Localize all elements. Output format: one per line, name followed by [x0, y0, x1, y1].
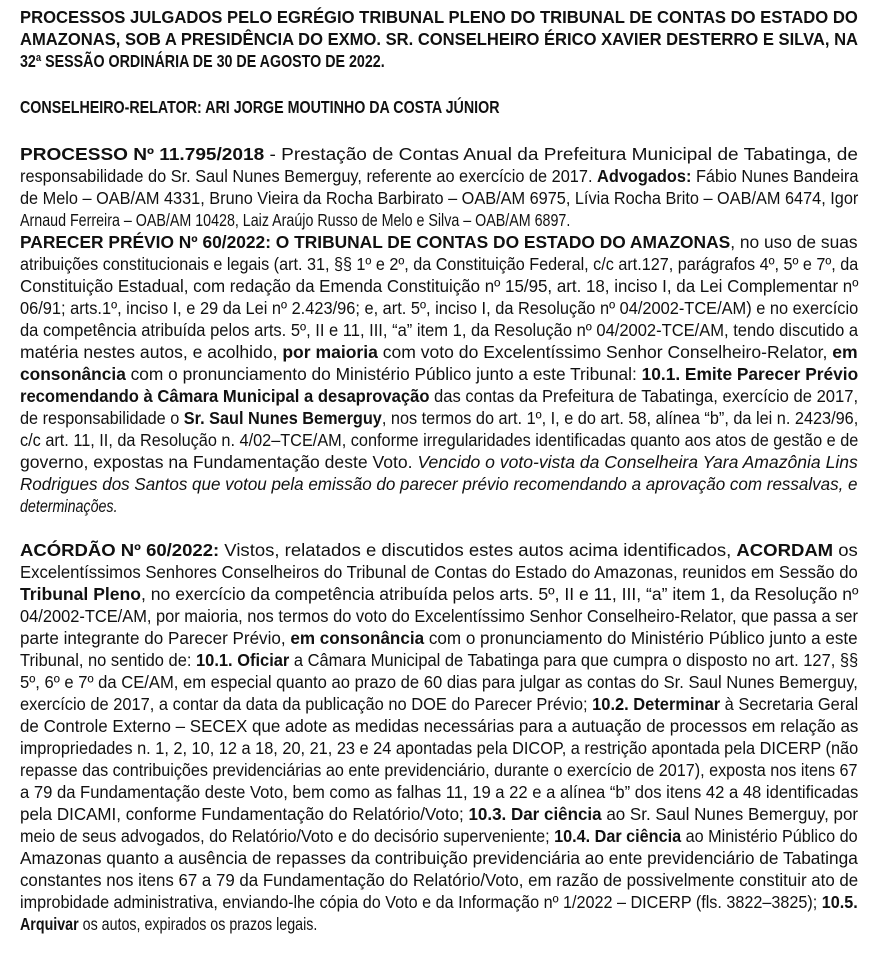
- body-text: 06/91; arts.1º, inciso I, e 29 da Lei nº 2.423/96; e, art. 5º, inciso I, da Resolução nº 04/2002-TCE/AM) e no exercício: [20, 298, 859, 318]
- body-text: os autos, expirados os prazos legais.: [78, 914, 318, 934]
- body-text: Vistos, relatados e discutidos estes autos acima identificados,: [219, 540, 737, 560]
- bold-text: 10.1. Oficiar: [196, 650, 290, 670]
- acordao-line: [20, 781, 858, 803]
- body-text: ao Sr. Saul Nunes Bemerguy, por: [601, 804, 859, 824]
- bold-text: 10.5.: [821, 892, 858, 912]
- header-line-text: AMAZONAS, SOB A PRESIDÊNCIA DO EXMO. SR. CONSELHEIRO ÉRICO XAVIER DESTERRO E SILVA, NA: [20, 29, 859, 49]
- relator-line: [20, 96, 858, 118]
- acordao-line: [20, 847, 858, 869]
- body-text: improbidade administrativa, enviando-lhe cópia do Voto e da Informação nº 1/2022 – DICERP (fls. 3822–3825);: [20, 892, 822, 912]
- parecer-line: [20, 231, 858, 253]
- body-text: Fábio Nunes Bandeira: [691, 166, 859, 186]
- parecer-line-text: [20, 407, 858, 429]
- body-text: com o pronunciamento do Ministério Público junto a este: [424, 628, 858, 648]
- processo-line: [20, 209, 858, 231]
- body-text: , no uso de suas: [730, 232, 858, 252]
- body-text: parte integrante do Parecer Prévio,: [20, 628, 291, 648]
- parecer-line: [20, 429, 858, 451]
- body-text: atribuições constitucionais e legais (art. 31, §§ 1º e 2º, da Constituição Federal, c/c art.127, parágrafos 4º, 5º e 7º, da: [20, 254, 859, 274]
- parecer-line: [20, 341, 858, 363]
- parecer-line: [20, 297, 858, 319]
- header-line: [20, 28, 858, 50]
- acordao-line: [20, 759, 858, 781]
- acordao-line: [20, 803, 858, 825]
- processo-line-text: [20, 165, 858, 187]
- parecer-line-text: [20, 429, 858, 451]
- acordao-line: [20, 605, 858, 627]
- bold-text: 10.1. Emite Parecer Prévio: [641, 364, 859, 384]
- body-text: a Câmara Municipal de Tabatinga para que cumpra o disposto no art. 127, §§: [289, 650, 859, 670]
- parecer-line: [20, 473, 858, 495]
- acordao-line-text: [20, 869, 858, 891]
- parecer-line: [20, 275, 858, 297]
- body-text: com voto do Excelentíssimo Senhor Conselheiro-Relator,: [377, 342, 833, 362]
- header-line-text: PROCESSOS JULGADOS PELO EGRÉGIO TRIBUNAL PLENO DO TRIBUNAL DE CONTAS DO ESTADO DO: [20, 7, 858, 27]
- body-text: constantes nos itens 67 a 79 da Fundamentação do Relatório/Voto, em razão de possivelmente constituir ato de: [20, 870, 859, 890]
- header-line: [20, 50, 858, 72]
- body-text: Arnaud Ferreira – OAB/AM 10428, Laiz Araújo Russo de Melo e Silva – OAB/AM 6897.: [20, 210, 571, 230]
- body-text: de Controle Externo – SECEX que adote as medidas necessárias para a autuação de processos em relação as: [20, 716, 859, 736]
- parecer-line-text: [20, 473, 858, 495]
- header-line: [20, 6, 858, 28]
- acordao-line-text: [20, 693, 858, 715]
- italic-text: determinações.: [20, 496, 118, 516]
- parecer-line-text: [20, 275, 858, 297]
- acordao-line: [20, 715, 858, 737]
- acordao-line: [20, 891, 858, 913]
- parecer-line-text: [20, 341, 858, 363]
- acordao-line-text: [20, 803, 858, 825]
- body-text: das contas da Prefeitura de Tabatinga, exercício de 2017,: [429, 386, 859, 406]
- relator-line-text: CONSELHEIRO-RELATOR: ARI JORGE MOUTINHO DA COSTA JÚNIOR: [20, 97, 500, 117]
- bold-text: Tribunal Pleno: [20, 584, 142, 604]
- italic-text: Rodrigues dos Santos que votou pela emissão do parecer prévio recomendando a aprovação com ressalvas, e: [20, 474, 858, 494]
- body-text: , nos termos do art. 1º, I, e do art. 58, alínea “b”, da lei n. 2423/96,: [381, 408, 859, 428]
- bold-text: 10.2. Determinar: [592, 694, 721, 714]
- parecer-line-text: [20, 253, 858, 275]
- body-text: - Prestação de Contas Anual da Prefeitura Municipal de Tabatinga, de: [264, 144, 858, 164]
- body-text: Excelentíssimos Senhores Conselheiros do Tribunal de Contas do Estado do Amazonas, reunidos em Sessão do: [20, 562, 858, 582]
- acordao-line: [20, 671, 858, 693]
- bold-text: em: [832, 342, 858, 362]
- body-text: c/c art. 11, II, da Resolução n. 4/02–TCE/AM, conforme irregularidades identificadas quanto aos atos de gestão e de: [20, 430, 859, 450]
- parecer-line: [20, 363, 858, 385]
- parecer-line: [20, 495, 858, 517]
- body-text: responsabilidade do Sr. Saul Nunes Bemerguy, referente ao exercício de 2017.: [20, 166, 598, 186]
- body-text: , no exercício da competência atribuída pelos arts. 5º, II e 11, III, “a” item 1, da Resolução nº: [141, 584, 859, 604]
- acordao-line-text: [20, 759, 858, 781]
- body-text: de responsabilidade o: [20, 408, 184, 428]
- acordao-line-text: [20, 825, 858, 847]
- bold-text: Arquivar: [20, 914, 79, 934]
- bold-text: 10.3. Dar ciência: [468, 804, 602, 824]
- body-text: à Secretaria Geral: [720, 694, 859, 714]
- body-text: ao Ministério Público do: [681, 826, 858, 846]
- acordao-line: [20, 737, 858, 759]
- body-text: impropriedades n. 1, 2, 10, 12 a 18, 20, 21, 23 e 24 apontadas pela DICOP, a restrição apontada pela DICERP (não: [20, 738, 859, 758]
- parecer-line: [20, 451, 858, 473]
- parecer-line: [20, 319, 858, 341]
- acordao-line-text: [20, 561, 858, 583]
- processo-line-text: [20, 209, 570, 231]
- acordao-line: [20, 539, 858, 561]
- acordao-line: [20, 693, 858, 715]
- acordao-line-text: [20, 891, 858, 913]
- acordao-line: [20, 561, 858, 583]
- acordao-line-text: [20, 649, 858, 671]
- bold-text: PARECER PRÉVIO Nº 60/2022: O TRIBUNAL DE CONTAS DO ESTADO DO AMAZONAS: [20, 232, 731, 252]
- body-text: 5º, 6º e 7º da CE/AM, em especial quanto ao prazo de 60 dias para julgar as contas do Sr. Saul Nunes Bemerguy,: [20, 672, 858, 692]
- acordao-line: [20, 913, 858, 935]
- processo-line-text: [20, 143, 858, 165]
- bold-text: PROCESSO Nº 11.795/2018: [20, 144, 265, 164]
- body-text: Tribunal, no sentido de:: [20, 650, 197, 670]
- body-text: Constituição Estadual, com redação da Emenda Constituição nº 15/95, art. 18, inciso I, da Lei Complementar nº: [20, 276, 859, 296]
- bold-text: em consonância: [290, 628, 425, 648]
- body-text: a 79 da Fundamentação deste Voto, bem como as falhas 11, 19 a 22 e a alínea “b” dos itens 42 a 48 identificadas: [20, 782, 859, 802]
- acordao-line-text: [20, 847, 858, 869]
- parecer-line-text: [20, 231, 858, 253]
- parecer-line-text: [20, 451, 858, 473]
- processo-line-text: [20, 187, 858, 209]
- bold-text: Advogados:: [597, 166, 692, 186]
- parecer-line: [20, 253, 858, 275]
- bold-text: recomendando à Câmara Municipal a desaprovação: [20, 386, 430, 406]
- bold-text: ACÓRDÃO Nº 60/2022:: [20, 540, 220, 560]
- acordao-line-text: [20, 583, 858, 605]
- bold-text: Sr. Saul Nunes Bemerguy: [183, 408, 382, 428]
- body-text: pela DICAMI, conforme Fundamentação do Relatório/Voto;: [20, 804, 469, 824]
- parecer-line: [20, 407, 858, 429]
- acordao-line-text: [20, 627, 858, 649]
- acordao-line-text: [20, 913, 317, 935]
- acordao-line: [20, 583, 858, 605]
- bold-text: 10.4. Dar ciência: [554, 826, 682, 846]
- bold-text: por maioria: [282, 342, 378, 362]
- body-text: governo, expostas na Fundamentação deste Voto.: [20, 452, 418, 472]
- body-text: exercício de 2017, a contar da data da publicação no DOE do Parecer Prévio;: [20, 694, 593, 714]
- parecer-line: [20, 385, 858, 407]
- italic-text: Vencido o voto-vista da Conselheira Yara Amazônia Lins: [417, 452, 858, 472]
- acordao-line-text: [20, 781, 858, 803]
- body-text: matéria nestes autos, e acolhido,: [20, 342, 283, 362]
- acordao-line-text: [20, 737, 858, 759]
- bold-text: ACORDAM: [736, 540, 834, 560]
- acordao-line: [20, 869, 858, 891]
- body-text: com o pronunciamento do Ministério Público junto a este Tribunal:: [125, 364, 642, 384]
- processo-line: [20, 143, 858, 165]
- parecer-line-text: [20, 319, 858, 341]
- parecer-line-text: [20, 363, 858, 385]
- acordao-line-text: [20, 539, 858, 561]
- acordao-line: [20, 825, 858, 847]
- processo-line: [20, 187, 858, 209]
- body-text: os: [833, 540, 858, 560]
- parecer-line-text: [20, 495, 118, 517]
- acordao-line-text: [20, 715, 858, 737]
- acordao-line-text: [20, 671, 858, 693]
- acordao-line: [20, 649, 858, 671]
- bold-text: consonância: [20, 364, 126, 384]
- body-text: 04/2002-TCE/AM, por maioria, nos termos do voto do Excelentíssimo Senhor Conselheiro-Relator, que passa a ser: [20, 606, 858, 626]
- acordao-line-text: [20, 605, 858, 627]
- processo-line: [20, 165, 858, 187]
- body-text: repasse das contribuições previdenciárias ao ente previdenciário, durante o exercício de 2017), exposta nos itens 67: [20, 760, 858, 780]
- parecer-line-text: [20, 385, 858, 407]
- body-text: Amazonas quanto a ausência de repasses da contribuição previdenciária ao ente previdenciário de Tabatinga: [20, 848, 858, 868]
- header-line-text: 32ª SESSÃO ORDINÁRIA DE 30 DE AGOSTO DE 2022.: [20, 51, 385, 71]
- body-text: de Melo – OAB/AM 4331, Bruno Vieira da Rocha Barbirato – OAB/AM 6975, Lívia Rocha Brito – OAB/AM 6474, Igor: [20, 188, 859, 208]
- body-text: da competência atribuída pelos arts. 5º, II e 11, III, “a” item 1, da Resolução nº 04/2002-TCE/AM, tendo discutido a: [20, 320, 859, 340]
- body-text: meio de seus advogados, do Relatório/Voto e do decisório superveniente;: [20, 826, 555, 846]
- parecer-line-text: [20, 297, 858, 319]
- acordao-line: [20, 627, 858, 649]
